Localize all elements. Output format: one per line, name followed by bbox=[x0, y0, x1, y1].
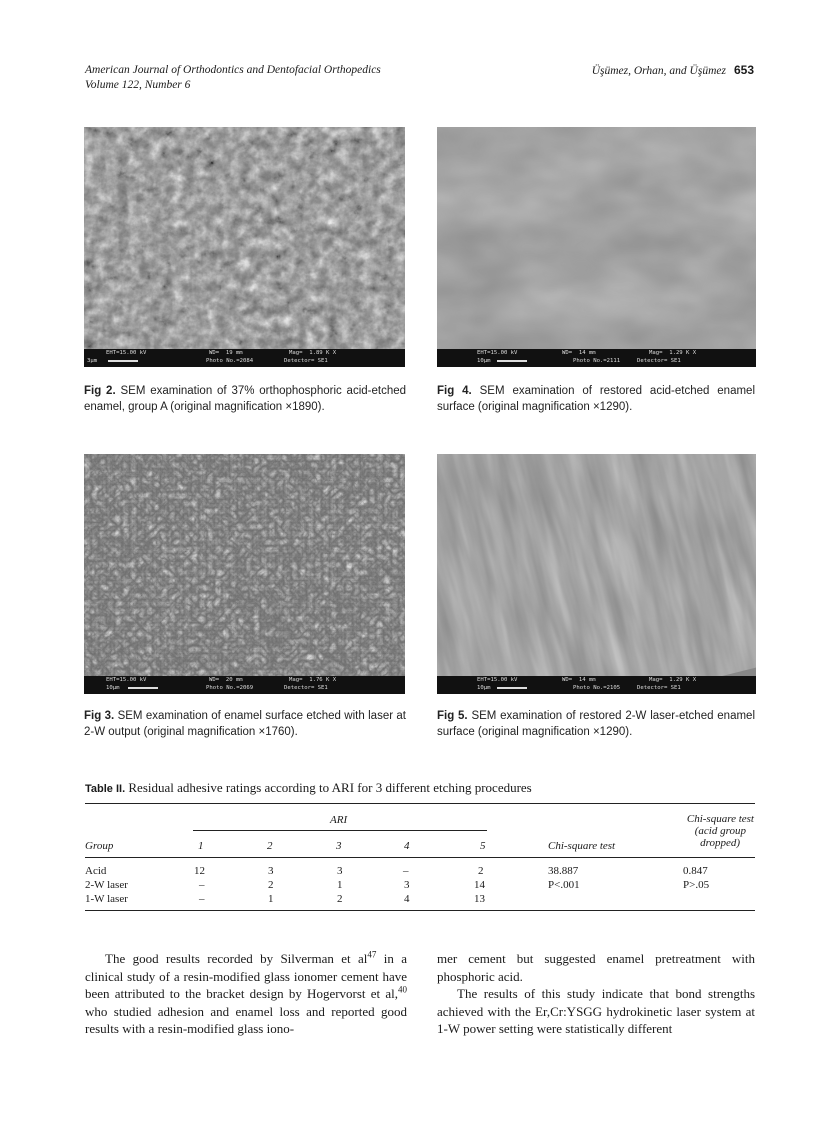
databar-detector: Detector= SE1 bbox=[284, 685, 328, 691]
figure-3-label: Fig 3. bbox=[84, 710, 115, 722]
table-cell: P<.001 bbox=[548, 879, 580, 891]
figure-2-image bbox=[84, 127, 405, 367]
databar-photo: Photo No.=2105 bbox=[573, 685, 621, 691]
databar-scale: 3µm bbox=[87, 358, 98, 364]
col-header-ari-3: 3 bbox=[336, 840, 342, 852]
databar-eht: EHT=15.00 kV bbox=[477, 350, 518, 356]
body-text: who studied adhesion and enamel loss and reported good results with a resin-modified glass iono- bbox=[85, 1003, 407, 1036]
figure-4-label: Fig 4. bbox=[437, 385, 472, 397]
body-paragraph bbox=[85, 950, 407, 1038]
table-cell: 4 bbox=[404, 893, 410, 905]
authors: Üşümez, Orhan, and Üşümez bbox=[591, 65, 726, 77]
body-paragraph: The results of this study indicate that bond strengths achieved with the Er,Cr:YSGG hydrokinetic laser system at 1-W power setting were statistically different bbox=[437, 986, 755, 1036]
table-cell: 3 bbox=[337, 865, 343, 877]
sem-databar bbox=[437, 349, 756, 367]
databar-wd: WD= 14 mm bbox=[562, 677, 596, 683]
sem-micrograph-acid-etched bbox=[84, 127, 405, 349]
figure-3-caption bbox=[84, 708, 406, 740]
databar-photo: Photo No.=2069 bbox=[206, 685, 254, 691]
figure-5-caption bbox=[437, 708, 755, 740]
chi2-header-line-2: (acid group bbox=[694, 825, 746, 837]
databar-wd: WD= 20 mm bbox=[209, 677, 243, 683]
col-header-ari-2: 2 bbox=[267, 840, 273, 852]
col-header-ari-4: 4 bbox=[404, 840, 410, 852]
body-text: in a clinical study of a resin-modified glass ionomer cement have been attributed to the bracket design by Hogervorst et al, bbox=[85, 951, 407, 1001]
table-label: Table II. bbox=[85, 783, 126, 795]
col-header-ari-5: 5 bbox=[480, 840, 486, 852]
scale-bar bbox=[497, 687, 527, 689]
table-top-rule bbox=[85, 803, 755, 804]
col-header-chi-square-dropped bbox=[687, 813, 754, 849]
table-cell: 12 bbox=[194, 865, 205, 877]
body-column-left bbox=[85, 950, 407, 1038]
databar-scale: 10µm bbox=[477, 685, 491, 691]
databar-detector: Detector= SE1 bbox=[637, 358, 681, 364]
databar-detector: Detector= SE1 bbox=[637, 685, 681, 691]
table-row-group: 2-W laser bbox=[85, 879, 128, 891]
chi2-header-line-3: dropped) bbox=[700, 837, 740, 849]
table-cell: – bbox=[199, 893, 205, 905]
table-cell: P>.05 bbox=[683, 879, 710, 891]
databar-photo: Photo No.=2111 bbox=[573, 358, 621, 364]
ari-header: ARI bbox=[330, 814, 348, 826]
table-row-group: 1-W laser bbox=[85, 893, 128, 905]
table-cell: 2 bbox=[478, 865, 484, 877]
databar-detector: Detector= SE1 bbox=[284, 358, 328, 364]
table-cell: 3 bbox=[404, 879, 410, 891]
databar-mag: Mag= 1.76 K X bbox=[289, 677, 337, 683]
sem-micrograph-laser-etched bbox=[84, 454, 405, 676]
citation-ref: 40 bbox=[398, 984, 407, 995]
table-title bbox=[85, 780, 532, 796]
col-header-ari-1: 1 bbox=[198, 840, 204, 852]
journal-volume: Volume 122, Number 6 bbox=[85, 79, 191, 91]
databar-wd: WD= 19 mm bbox=[209, 350, 243, 356]
chi2-header-line-1: Chi-square test bbox=[686, 813, 754, 825]
table-cell: – bbox=[403, 865, 409, 877]
table-cell: 0.847 bbox=[683, 865, 708, 877]
figure-3-caption-text: SEM examination of enamel surface etched with laser at 2-W output (original magnification ×1760). bbox=[84, 710, 406, 738]
databar-eht: EHT=15.00 kV bbox=[106, 350, 147, 356]
table-cell: – bbox=[199, 879, 205, 891]
sem-databar bbox=[84, 349, 405, 367]
databar-mag: Mag= 1.29 K X bbox=[649, 677, 697, 683]
scale-bar bbox=[108, 360, 138, 362]
databar-mag: Mag= 1.89 K X bbox=[289, 350, 337, 356]
figure-2-caption-text: SEM examination of 37% orthophosphoric acid-etched enamel, group A (original magnification ×1890). bbox=[84, 385, 407, 413]
sem-micrograph-restored-acid bbox=[437, 127, 756, 349]
table-header-rule bbox=[85, 857, 755, 858]
scale-bar bbox=[497, 360, 527, 362]
figure-5-image bbox=[437, 454, 756, 694]
figure-3-image bbox=[84, 454, 405, 694]
col-header-chi-square: Chi-square test bbox=[548, 840, 616, 852]
page-number: 653 bbox=[733, 63, 754, 77]
table-cell: 14 bbox=[474, 879, 485, 891]
databar-wd: WD= 14 mm bbox=[562, 350, 596, 356]
databar-eht: EHT=15.00 kV bbox=[477, 677, 518, 683]
sem-databar bbox=[84, 676, 405, 694]
figure-2-label: Fig 2. bbox=[84, 385, 116, 397]
ari-header-rule bbox=[193, 830, 487, 831]
body-text: The good results recorded by Silverman et al bbox=[105, 951, 368, 966]
databar-photo: Photo No.=2084 bbox=[206, 358, 254, 364]
table-cell: 3 bbox=[268, 865, 274, 877]
table-cell: 13 bbox=[474, 893, 485, 905]
sem-micrograph-restored-laser bbox=[437, 454, 756, 676]
figure-5-caption-text: SEM examination of restored 2-W laser-etched enamel surface (original magnification ×1290). bbox=[437, 710, 755, 738]
figure-4-caption bbox=[437, 383, 755, 415]
databar-scale: 10µm bbox=[477, 358, 491, 364]
figure-4-caption-text: SEM examination of restored acid-etched enamel surface (original magnification ×1290). bbox=[437, 385, 755, 413]
table-cell: 2 bbox=[337, 893, 343, 905]
col-header-group: Group bbox=[85, 840, 114, 852]
databar-mag: Mag= 1.29 K X bbox=[649, 350, 697, 356]
running-header-authors bbox=[592, 63, 754, 79]
table-cell: 2 bbox=[268, 879, 274, 891]
table-cell: 1 bbox=[268, 893, 274, 905]
figure-2-caption bbox=[84, 383, 406, 415]
citation-ref: 47 bbox=[367, 949, 377, 960]
scale-bar bbox=[128, 687, 158, 689]
table-cell: 1 bbox=[337, 879, 343, 891]
body-paragraph: mer cement but suggested enamel pretreatment with phosphoric acid. bbox=[437, 951, 755, 984]
databar-eht: EHT=15.00 kV bbox=[106, 677, 147, 683]
table-row-group: Acid bbox=[85, 865, 107, 877]
table-cell: 38.887 bbox=[548, 865, 579, 877]
body-column-right bbox=[437, 950, 755, 1038]
figure-5-label: Fig 5. bbox=[437, 710, 468, 722]
table-bottom-rule bbox=[85, 910, 755, 911]
running-header-journal bbox=[85, 63, 381, 93]
table-title-text: Residual adhesive ratings according to ARI for 3 different etching procedures bbox=[128, 780, 532, 795]
sem-databar bbox=[437, 676, 756, 694]
databar-scale: 10µm bbox=[106, 685, 120, 691]
figure-4-image bbox=[437, 127, 756, 367]
journal-name: American Journal of Orthodontics and Dentofacial Orthopedics bbox=[85, 64, 381, 76]
